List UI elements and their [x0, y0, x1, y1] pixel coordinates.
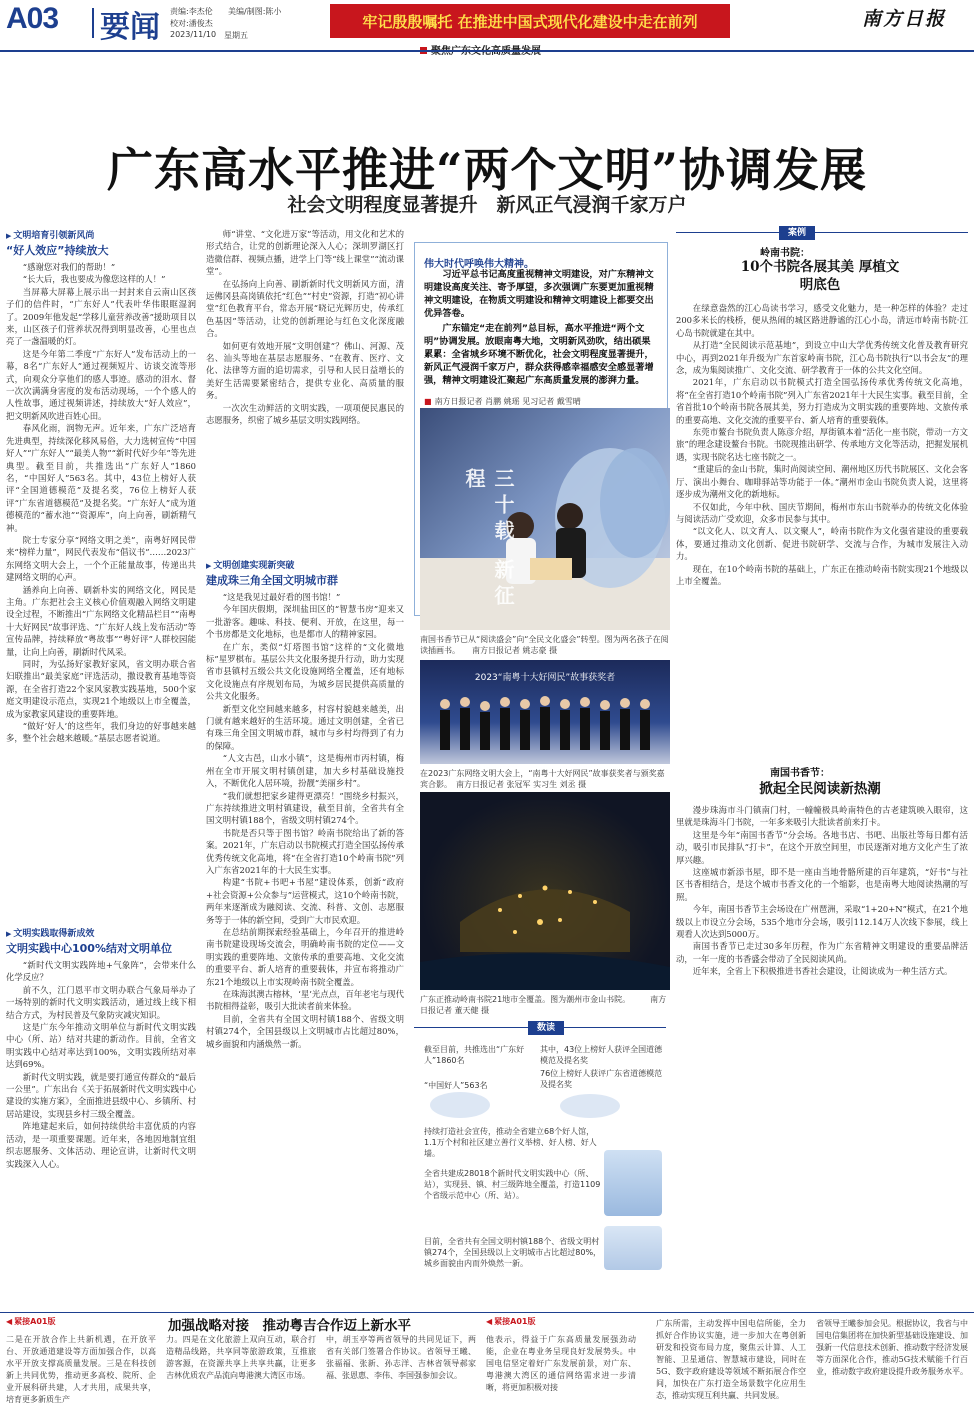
paragraph: 从打造“全民阅读示范基地”，到设立中山大学优秀传统文化普及教育研究中心，再到2021年升级为广东首家岭南书院，江心岛书院执行“以书会友”的理念，成为集阅读推广、文化交流、研学教育于一体的公共文化空间。 — [676, 340, 968, 376]
case-2-title: 掀起全民阅读新热潮 — [759, 781, 881, 797]
paragraph: “以文化人、以文育人、以文聚人”，岭南书院作为文化强省建设的重要载体，要通过推动文化创新、促进书院研学、交流与合作，为城市发展注入动力。 — [676, 526, 968, 562]
building-icon — [604, 1150, 662, 1216]
stat-national-models: 其中，43位上榜好人获评全国道德模范及提名奖 — [540, 1045, 663, 1065]
bottom-column-3: 中，胡玉亭等两省领导的共同见证下，两省有关部门签署合作协议。省领导王曦、张福福、张新、孙志洋、吉林省领导郝家福、张恩惠、李伟、李国强参加会议。 — [326, 1335, 476, 1380]
paragraph: 现在，在10个岭南书院的基础上，广东正在推动岭南书院实现21个地级以上市全覆盖。 — [676, 563, 968, 586]
paragraph: 新型文化空间越来越多，村容村貌越来越美，出门就有越来越好的生活环境。通过文明创建，全省已有珠三角全国文明城市群，城市与乡村均得到了有力的保障。 — [206, 703, 404, 751]
section-1-kicker: ▶ 文明培育引领新风尚 — [6, 228, 196, 241]
photo-2-caption: 在2023广东网络文明大会上，“南粤十大好网民”故事获奖者与颁奖嘉宾合影。 南方日报记者 张冠军 实习生 刘丞 摄 — [420, 769, 665, 789]
header-divider — [92, 8, 94, 38]
continued-label-left: ◀ 紧接A01版 — [6, 1316, 55, 1327]
section-1-title: “好人效应”持续放大 — [6, 244, 109, 257]
paragraph: 前不久，江门恩平市文明办联合气象局举办了一场特别的新时代文明实践活动，通过线上线下相结合方式，为村民普及气象防灾减灾知识。 — [6, 984, 196, 1020]
case-2-body — [676, 804, 968, 1304]
paragraph: 这座城市新添书屋，即不是一座由当地骨骼所建的百年建筑，“好书”与社区书香相结合，是这个城市书香文化的一个缩影，也是南粤大地阅读热潮的写照。 — [676, 867, 968, 902]
reading-scene-illustration — [420, 408, 670, 630]
section-1 — [6, 228, 196, 809]
paragraph: 在总结前期探索经验基础上，今年召开的推进岭南书院建设现场交流会，明确岭南书院的定位——文明实践的重要阵地、文旅传承的重要高地、文化交流的重要平台、新人培育的重要载体，并宣布将推动广东21个地级以上市实现岭南书院全覆盖。 — [206, 926, 404, 987]
paragraph: 不仅如此，今年中秋、国庆节期间，梅州市东山书院举办的传统文化体验与阅读活动广受欢迎，众多市民参与其中。 — [676, 501, 968, 524]
paragraph: 春风化雨，润物无声。近年来，广东广泛培育先进典型，持续深化移风易俗，大力选树宣传“中国好人”“广东好人”“最美人物”“新时代好少年”等先进典型。截至目前，共推选出“广东好人”1860名，“中国好人”563名。其中，43位上榜好人获评“全国道德模范”及提名奖，76位上榜好人获评“广东省道德模范”及提名奖。“广东好人”成为道德模范的“蓄水池”“资源库”，向上向善，刷新精气神。 — [6, 423, 196, 533]
stat-good-people-halls: 持续打造社会宣传，推动全省建立68个好人馆，1.1万个村和社区建立善行义举榜、好人榜、好人墙。 — [424, 1127, 597, 1158]
editor-note-byline: ■ 南方日报记者 肖鹏 姚瑶 见习记者 戴雪晴 — [424, 396, 581, 407]
paragraph: 院士专家分享“网络文明之美”，南粤好网民带来“榜样力量”，网民代表发布“倡议书”……2023广东网络文明大会上，一个个正能量故事，传递出共建网络文明的心声。 — [6, 534, 196, 583]
section-2-body — [6, 959, 196, 1305]
editor-note-title: 伟大时代呼唤伟大精神。 — [424, 259, 534, 270]
section-3-body — [206, 591, 404, 1303]
paragraph: 2021年，广东启动以书院模式打造全国弘扬传承优秀传统文化高地，将“在全省打造10个岭南书院”列入广东省2021年十大民生实事。截至目前，全省首批10个岭南书院各展其美，努力打造成为文明实践的重要阵地、文旅传承的重要高地、文化交流的重要平台、新人培育的重要载体。 — [676, 377, 968, 425]
paragraph: 在珠海淇澳古榕林，‘星’光点点，百年老宅与现代书院相得益彰，吸引大批读者前来体验。 — [206, 989, 404, 1012]
theme-banner: 牢记殷殷嘱托 在推进中国式现代化建设中走在前列 — [330, 4, 730, 38]
paragraph: 在绿意盎然的江心岛读书学习，感受文化魅力，是一种怎样的体验？走过200多米长的栈桥，便从热闹的城区路进静谧的江心小岛，清远市岭南书院·江心岛书院就建在其中。 — [676, 303, 968, 338]
section-3 — [206, 558, 404, 1303]
section-3-kicker: ▶ 文明创建实现新突破 — [206, 558, 404, 571]
city-icon — [604, 1226, 662, 1270]
photo-1-caption: 南国书香节已从“阅读盛会”向“全民文化盛会”转型。图为两名孩子在阅读插画书。 南方日报记者 姚志豪 摄 — [420, 635, 669, 655]
paragraph: 在广东，类似“灯塔图书馆”这样的“文化微地标”星罗棋布。基层公共文化服务提升行动，助力实现省市县镇村五级公共文化设施网络全覆盖，还有地标文化设施点有序规划布局，为城乡居民提供高质量的公共文化服务。 — [206, 641, 404, 702]
paragraph: 这是今年第二季度“广东好人”发布活动上的一幕，8名“广东好人”通过视频短片、访谈交流等形式，向观众分享他们的感人事迹。感动的泪水、督一次次满满身害度的发布活动现场，一个个感人的人性故事，通过视频讲述，持续放大“好人效应”，把文明新风吹进百姓心田。 — [6, 348, 196, 421]
section-2 — [6, 926, 196, 1305]
section-1-body — [6, 261, 196, 809]
paragraph: 目前，全省共有全国文明村镇188个、省级文明村镇274个，全国县级以上文明城市占比超过80%，城乡面貌和内涵焕然一新。 — [206, 1013, 404, 1049]
bottom-column-4: 他表示，得益于广东高质量发展强劲动能，企业在粤业务呈现良好发展势头。中国电信坚定着好广东发展前景，对广东、粤港澳大湾区的通信网络需求进一步清晰，将更加积极对接 — [486, 1335, 636, 1392]
paragraph: 今年，南国书香节主会场设在广州琶洲，采取“1+20+N”模式，在21个地级以上市设立分会场，535个地市分会场，吸引112.14万人次线下参展，线上观看人次达到5000万。 — [676, 904, 968, 940]
stat-china-good-people: “中国好人”563名 — [424, 1081, 488, 1090]
bottom-rule — [0, 1312, 974, 1313]
column-2-body — [206, 228, 404, 550]
paragraph: “长大后，我也要成为像您这样的人！” — [22, 274, 166, 285]
case-1-body — [676, 302, 968, 754]
sub-headline: 社会文明程度显著提升 新风正气浸润千家万户 — [287, 194, 687, 216]
paragraph: 阵地建起来后，如何持续供给丰富优质的内容活动，是一项重要课题。近年来，各地因地制宜组织志愿服务、文体活动、理论宣讲，让新时代文明实践深入人心。 — [6, 1121, 196, 1169]
paragraph: 漫步珠海市斗门镇南门村，一幢幢极具岭南特色的古老建筑映入眼帘，这里就是珠海斗门书院，一年多来吸引大批读者前来打卡。 — [676, 805, 968, 828]
editor-note-body — [424, 268, 656, 389]
case-tag: 案例 — [779, 226, 815, 240]
header-rule — [0, 50, 974, 52]
paragraph: 这是广东今年推动文明单位与新时代文明实践中心（所、站）结对共建的新动作。目前，全省文明实践中心结对率达到100%，文明实践所结对率达到69%。 — [6, 1022, 196, 1070]
night-academy-illustration — [420, 792, 670, 990]
page-number: A03 — [6, 2, 59, 35]
bottom-headline: 加强战略对接 推动粤吉合作迈上新水平 — [168, 1318, 411, 1334]
paragraph: “人文古邑，山水小镇”，这是梅州市丙村镇，梅州在全市开展文明村镇创建，加大乡村基础设施投入，不断优化人居环境，扮靓“美丽乡村”。 — [206, 753, 404, 789]
proofreader-credit: 校对:潘俊杰 — [170, 19, 213, 28]
stat-bubble — [560, 1094, 620, 1118]
issue-weekday: 星期五 — [224, 31, 248, 40]
paragraph: 同时，为弘扬好家教好家风，省文明办联合省妇联推出“最美家庭”评选活动，撒设教育基地等资源，在全省打造22个家风家教实践基地，500个家庭文明建设示范点，实现21个地级以上市全覆盖，成为家教家风建设的重要阵地。 — [6, 659, 196, 719]
designer-credit: 美编/制图:陈小 — [228, 7, 282, 16]
bottom-column-1: 二是在开放合作上共新机遇，在开放平台、开放通道建设等方面加强合作，以高水平开放支撑高质量发展。三是在科技创新上共同优势，推动更多高校、院所、企业开展科研共建，人才共用，成果共享，培育更多新质生产 — [6, 1335, 156, 1404]
paragraph: “这是我见过最好看的图书馆！” — [222, 592, 341, 602]
paragraph: 东莞市鳌台书院负责人陈彦介绍，厚街镇本着“活化一座书院，带动一方文旅”的理念建设鳌台书院。书院现推出研学、传承地方文化等活动，把握发展机遇，实现书院名达七座书院之一。 — [676, 427, 968, 462]
paragraph: 近年来，全省上下积极推进书香社会建设，让阅读成为一种生活方式。 — [692, 966, 953, 977]
case-1-kicker: 岭南书院： — [760, 248, 810, 259]
section-3-title: 建成珠三角全国文明城市群 — [206, 574, 338, 587]
stat-bubble — [430, 1092, 490, 1118]
bottom-column-5: 广东所需，主动发挥中国电信所能，全力抓好合作协议实施，进一步加大在粤创新研发和投资布局力度，聚焦云计算、人工智能、卫星通信、智慧城市建设，同时在5G、数字政府建设等领域不断拓展合作空间，加快在广东打造全场景数字化应用生态，推动实现互利共赢、共同发展。 — [656, 1319, 806, 1400]
photo-award-ceremony — [420, 660, 670, 764]
paragraph: “我们就想把家乡建得更漂亮！”围绕乡村振兴，广东持续推进文明村镇建设，截至目前，全省共有全国文明村镇188个，省级文明村镇274个。 — [206, 790, 404, 826]
section-2-title: 文明实践中心100%结对文明单位 — [6, 942, 172, 955]
stat-good-people: 截至目前，共推选出“广东好人”1860名 — [424, 1045, 525, 1065]
paragraph: 构建“书院+书吧+书屋”建设体系，创新“政府+社会资源+公众参与”运营模式，这10个岭南书院，两年来逐渐成为融阅读、交流、科普、文创、志愿服务等于一体的新空间，受到广大市民欢迎。 — [206, 877, 404, 925]
paragraph: 如何更有效地开展“文明创建”？佛山、河源、茂名、汕头等地在基层志愿服务、“在教育、医疗、文化、法律等方面的追切需求，引导和人民日益增长的美好生活需要紧密结合，提供专业化、高质量的服务。 — [206, 340, 404, 401]
paragraph: 涵养向上向善、刷新朴实的网络文化，网民是主角。广东把社会主义核心价值观融入网络文明建设全过程，不断推出“广东网络文化精品栏目”“南粤十大好网民”故事评选、“广东好人线上发布活动”等宣传品牌，持续释放“粤故事”“粤好评”人群校园能量，让向上向善，刷新时代风采。 — [6, 584, 196, 657]
paragraph: “做好‘好人’的这些年，我们身边的好事越来越多，整个社会越来越暖。”基层志愿者说道。 — [6, 721, 196, 744]
data-tag: 数读 — [528, 1021, 564, 1035]
bottom-column-2: 力。四是在文化旅游上双向互动，联合打造精品线路，共享同等旅游政策，互推旅游客源，在资源共享上共享共赢，让更多吉林优质农产品流向粤港澳大湾区市场。 — [166, 1335, 316, 1380]
paragraph: 习近平总书记高度重视精神文明建设，对广东精神文明建设高度关注、寄予厚望，多次强调广东要更加重视精神文明建设，在物质文明建设和精神文明建设上都要交出优异答卷。 — [424, 269, 654, 319]
stat-province-models: 76位上榜好人获评广东省道德模范及提名奖 — [540, 1069, 663, 1089]
bottom-column-6: 省领导王曦参加会见。根据协议，我省与中国电信集团将在加快新型基础设施建设、加强新一代信息技术创新、推动数字经济发展等方面深化合作，推动5G技术赋能千行百业，推动数字政府建设提升政务服务水平。 — [816, 1319, 968, 1376]
paragraph: 新时代文明实践，就是要打通宣传群众的“最后一公里”。广东出台《关于拓展新时代文明实践中心建设的实施方案》，全面推进县级中心、乡镇所、村居站建设，实现县乡村三级全覆盖。 — [6, 1071, 196, 1119]
case-rule — [676, 232, 968, 233]
issue-date: 2023/11/10 — [170, 30, 217, 39]
paragraph: “感谢您对我们的帮助！” — [22, 262, 116, 272]
main-headline: 广东高水平推进“两个文明”协调发展 — [107, 143, 867, 197]
photo-3-caption: 广东正推动岭南书院21地市全覆盖。图为潮州市金山书院。 南方日报记者 董天健 摄 — [420, 995, 667, 1015]
paragraph: 师“讲堂、“文化进万家”等活动，用文化和艺术的形式结合，让党的创新理论深入人心；深圳罗湖区打造微信群、视频点播，进学上门等“线上课堂”“流动课堂”。 — [206, 229, 404, 277]
paragraph: 在弘扬向上向善、刷新新时代文明新风方面，清远佛冈县高岗镇依托“红色”“村史”资源，打造“初心讲堂”红色教育平台，常态开展“晓记光辉历史，传承红色基因”等活动，让党的创新理论与红色文化深度融合。 — [206, 278, 404, 339]
paragraph: 一次次生动鲜活的文明实践，一项项便民惠民的志愿服务，织密了城乡基层文明实践网络。 — [206, 402, 404, 426]
photo-night-academy — [420, 792, 670, 990]
editor-credit: 责编:李杰伦 — [170, 7, 213, 16]
section-2-kicker: ▶ 文明实践取得新成效 — [6, 926, 196, 939]
paragraph: 南国书香节已走过30多年历程，作为广东省精神文明建设的重要品牌活动，一年一度的书香盛会带动了全民阅读风尚。 — [676, 941, 968, 964]
photo-reading-children — [420, 408, 670, 630]
newspaper-logo: 南方日报 — [862, 8, 947, 30]
paragraph: 当屏幕大屏幕上展示出一封封来自云南山区孩子们的信件时，“广东好人”代表叶华伟眼眶湿润了。2009年他发起“学移儿童营养改善”援助项目以来，山区孩子们营养状况得到明显改善，心里也点亮了一盏温暖的灯。 — [6, 286, 196, 347]
case-2-kicker: 南国书香节： — [770, 768, 830, 779]
paragraph: “新时代文明实践阵地+气象阵”，会带来什么化学反应？ — [6, 960, 196, 983]
section-title: 要闻 — [100, 10, 160, 45]
paragraph: “重建后的金山书院，集时尚阅读空间、潮州地区历代书院展区、文化会客厅、演出小舞台、咖啡驿站等功能于一体。”潮州市金山书院负责人说，这里将逐步成为潮州文化的新地标。 — [676, 464, 968, 500]
stat-civilization-centers: 全省共建成28018个新时代文明实践中心（所、站），实现县、镇、村三级阵地全覆盖，打造1109个省级示范中心（所、站）。 — [424, 1169, 601, 1200]
paragraph: 广东锚定“走在前列”总目标，高水平推进“两个文明”协调发展。放眼南粤大地，文明新风劲吹，结出硕果累累：全省城乡环境不断优化，社会文明程度显著提升，新风正气浸润千家万户，群众获得感幸福感安全感显著增强，精神文明建设汇聚起广东高质量发展的澎湃力量。 — [424, 323, 654, 386]
case-1-title: 10个书院各展其美 厚植文明底色 — [740, 259, 900, 293]
stat-civilized-villages: 目前，全省共有全国文明村镇188个、省级文明村镇274个，全国县级以上文明城市占比超过80%，城乡面貌由内而外焕然一新。 — [424, 1237, 602, 1268]
continued-label-right: ◀ 紧接A01版 — [486, 1316, 535, 1327]
paragraph: 这里是今年“南国书香节”分会场。各地书店、书吧、出版社等每日都有活动，吸引市民排队“打卡”，在这个开放空间里，市民逐渐对地方文化产生了浓厚兴趣。 — [676, 829, 968, 865]
paragraph: 书院是否只等于图书馆？岭南书院给出了新的答案。2021年，广东启动以书院模式打造全国弘扬传承优秀传统文化高地，将“在全省打造10个岭南书院”列入广东省2021年的十大民生实事。 — [206, 827, 404, 875]
paragraph: 今年国庆假期，深圳盐田区的“智慧书房”迎来又一批游客。趣味、科技、便利、开放，在这里，每一个书房都是文化地标，也是都市人的精神家园。 — [206, 604, 404, 640]
photo-backdrop-text: 三十载 新征程 — [462, 468, 515, 611]
stage-banner-text: 2023“南粤十大好网民”故事获奖者 — [474, 673, 616, 683]
